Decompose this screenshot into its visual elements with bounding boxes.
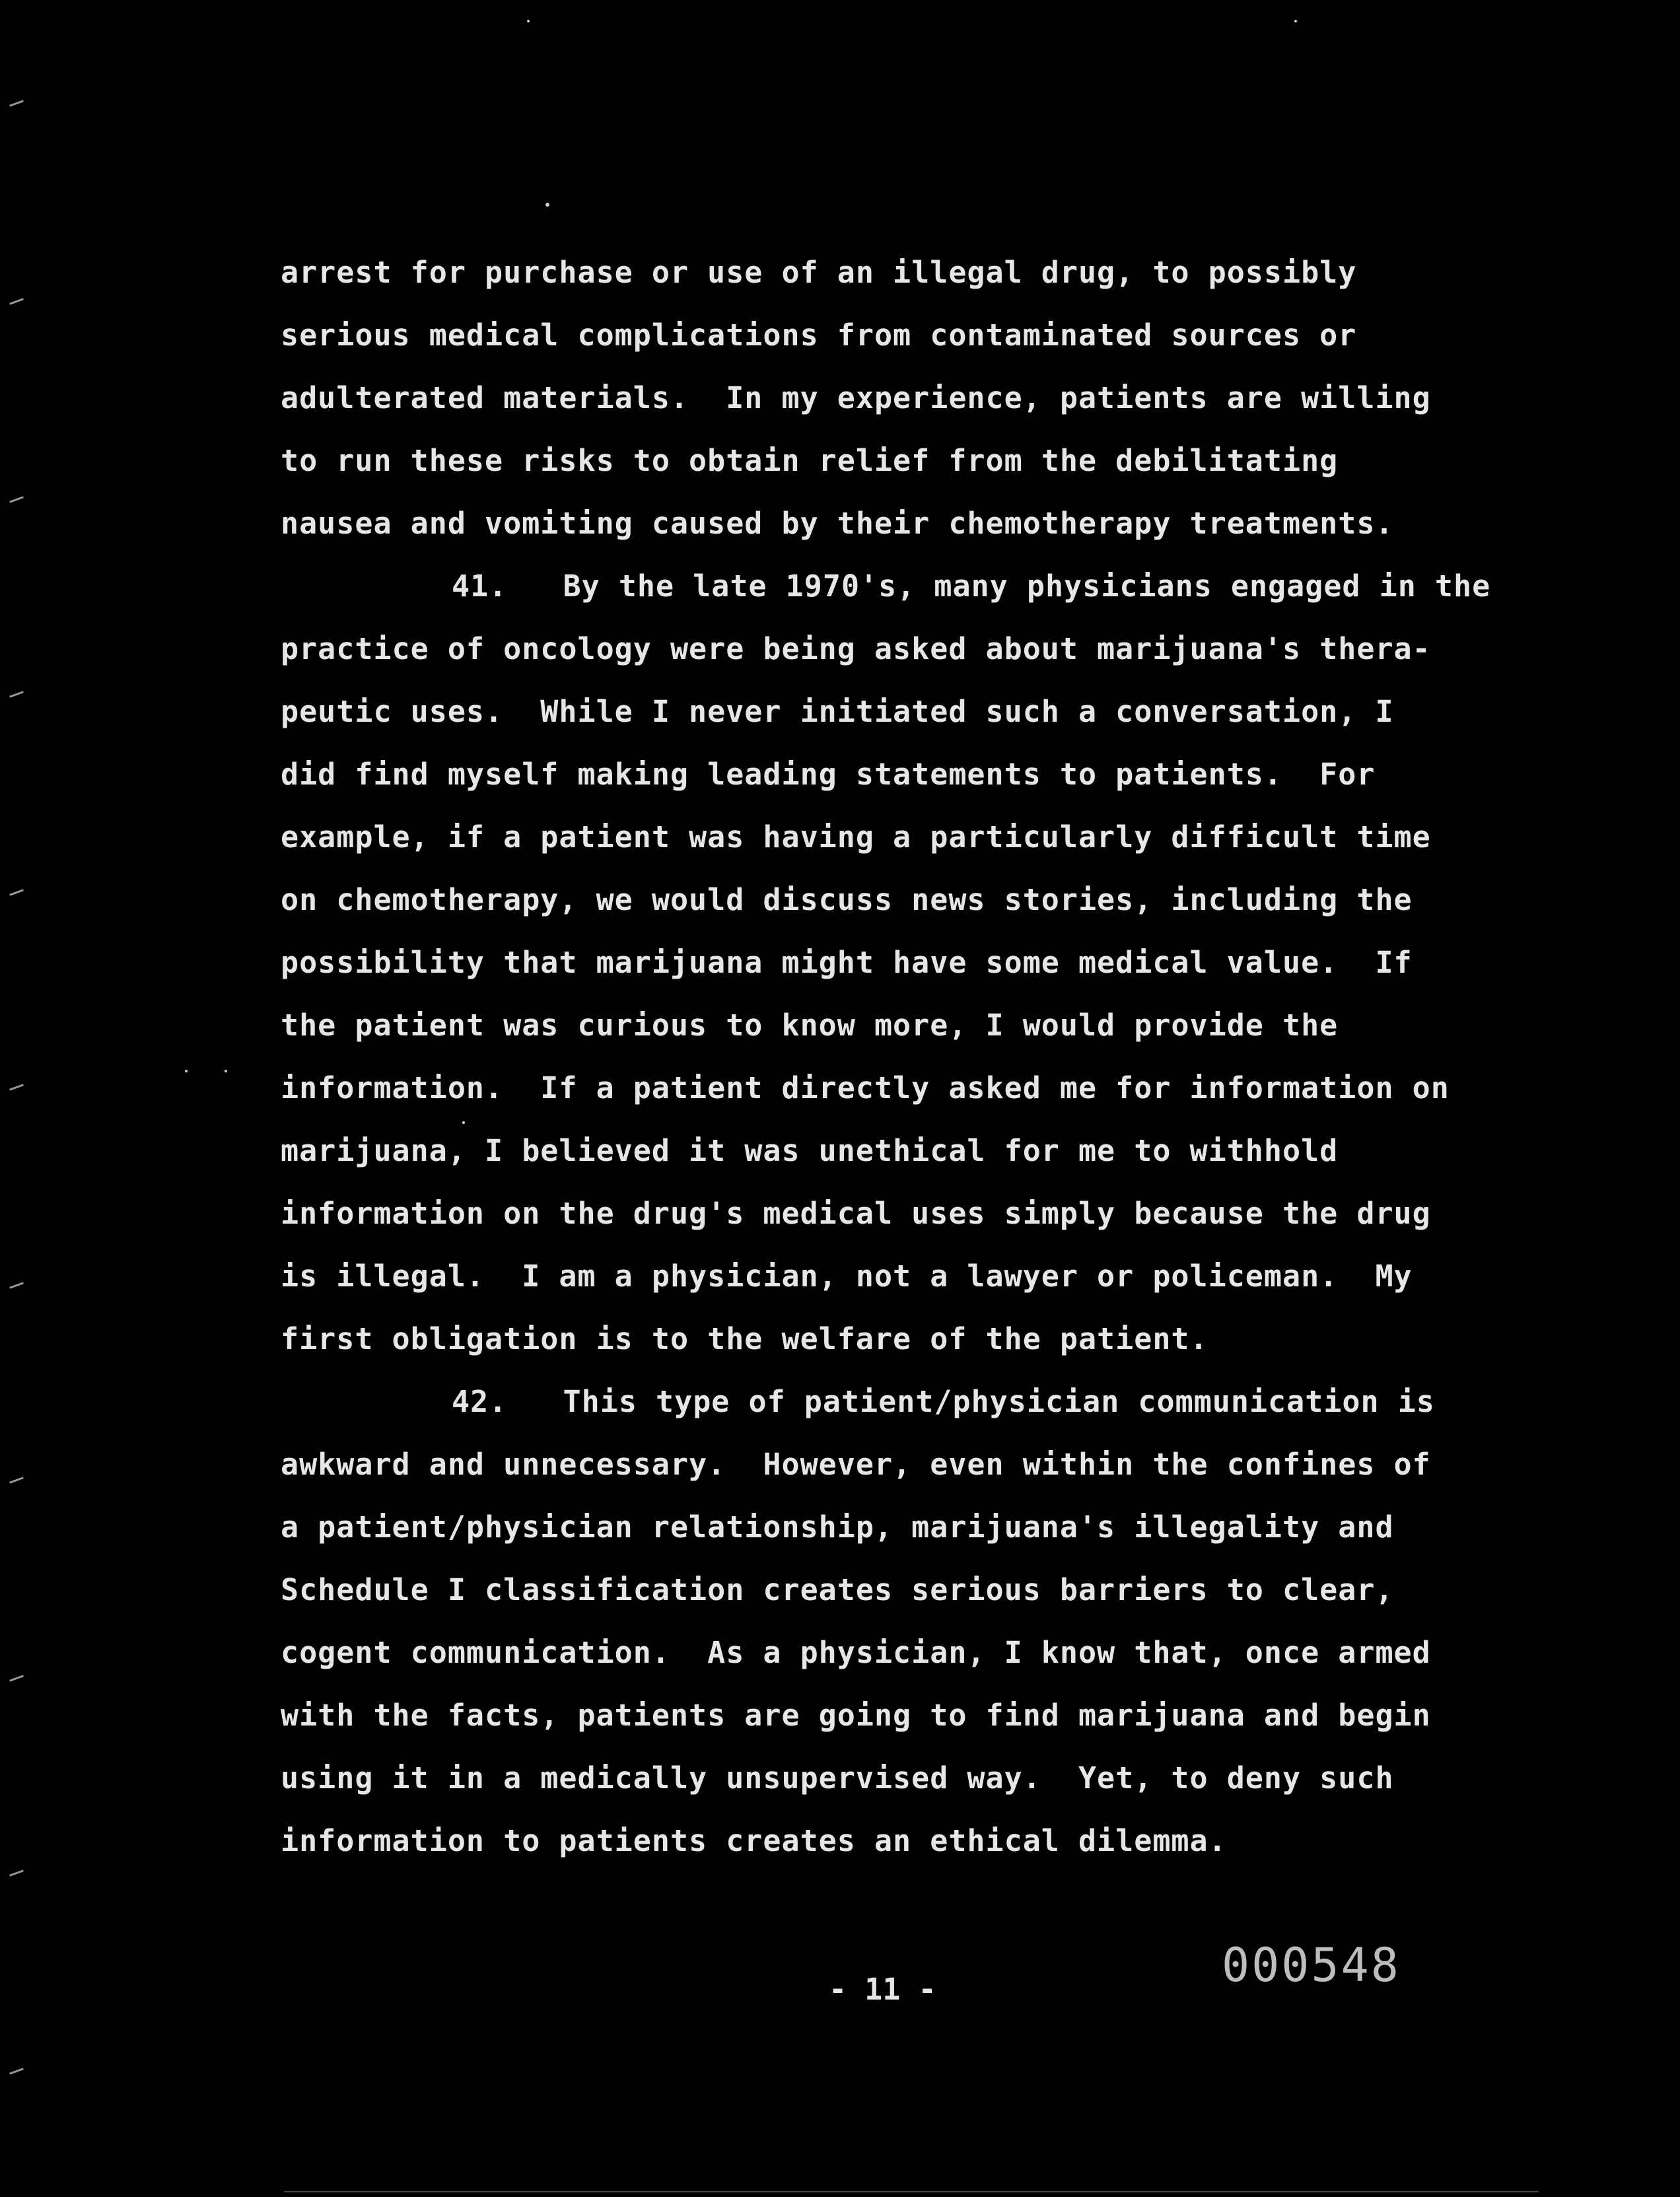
scan-speck [225,1070,227,1072]
scan-edge-mark [9,691,24,697]
text-line: practice of oncology were being asked about marijuana's thera- [281,631,1431,666]
scan-edge-mark [9,889,24,895]
scan-edge-mark [9,1282,24,1288]
scan-speck [185,1070,188,1072]
text-line: serious medical complications from contaminated sources or [281,318,1357,353]
text-line: on chemotherapy, we would discuss news stories, including the [281,882,1413,917]
scan-edge-mark [9,1869,24,1876]
text-line: did find myself making leading statements to patients. For [281,757,1376,792]
text-line: is illegal. I am a physician, not a lawyer or policeman. My [281,1259,1413,1294]
text-line: to run these risks to obtain relief from the debilitating [281,443,1339,478]
text-line: the patient was curious to know more, I would provide the [281,1008,1339,1043]
paragraph-start-line: 41. By the late 1970's, many physicians engaged in the [452,569,1491,604]
text-line: information. If a patient directly asked me for information on [281,1070,1450,1105]
scan-speck [527,20,530,22]
text-line: Schedule I classification creates serious barriers to clear, [281,1572,1394,1607]
paragraph-start-line: 42. This type of patient/physician communication is [452,1384,1435,1419]
text-line: with the facts, patients are going to find marijuana and begin [281,1698,1431,1733]
text-line: a patient/physician relationship, marijuana's illegality and [281,1510,1394,1545]
text-line: arrest for purchase or use of an illegal drug, to possibly [281,255,1357,290]
scan-speck [1294,20,1297,22]
scan-edge-mark [9,298,24,304]
scan-edge-mark [9,1675,24,1681]
scan-bottom-edge [284,2191,1539,2192]
page-number: - 11 - [829,1972,936,2007]
text-line: adulterated materials. In my experience, patients are willing [281,380,1431,415]
scan-edge-mark [9,2068,24,2074]
scan-edge-mark [9,100,24,106]
text-line: possibility that marijuana might have some medical value. If [281,945,1413,980]
text-line: cogent communication. As a physician, I know that, once armed [281,1635,1431,1670]
scan-edge-mark [9,1084,24,1090]
text-line: marijuana, I believed it was unethical for me to withhold [281,1133,1339,1168]
scan-speck [545,203,549,207]
text-line: first obligation is to the welfare of the patient. [281,1321,1208,1356]
text-line: peutic uses. While I never initiated such a conversation, I [281,694,1394,729]
text-line: information on the drug's medical uses simply because the drug [281,1196,1431,1231]
scan-edge-mark [9,496,24,503]
text-line: example, if a patient was having a particularly difficult time [281,820,1431,854]
bates-number: 000548 [1222,1938,1401,1992]
text-line: information to patients creates an ethical dilemma. [281,1823,1227,1858]
text-line: using it in a medically unsupervised way. Yet, to deny such [281,1761,1394,1796]
scan-edge-mark [9,1477,24,1483]
text-line: awkward and unnecessary. However, even within the confines of [281,1447,1431,1482]
scan-speck [462,1121,465,1124]
text-line: nausea and vomiting caused by their chemotherapy treatments. [281,506,1394,541]
